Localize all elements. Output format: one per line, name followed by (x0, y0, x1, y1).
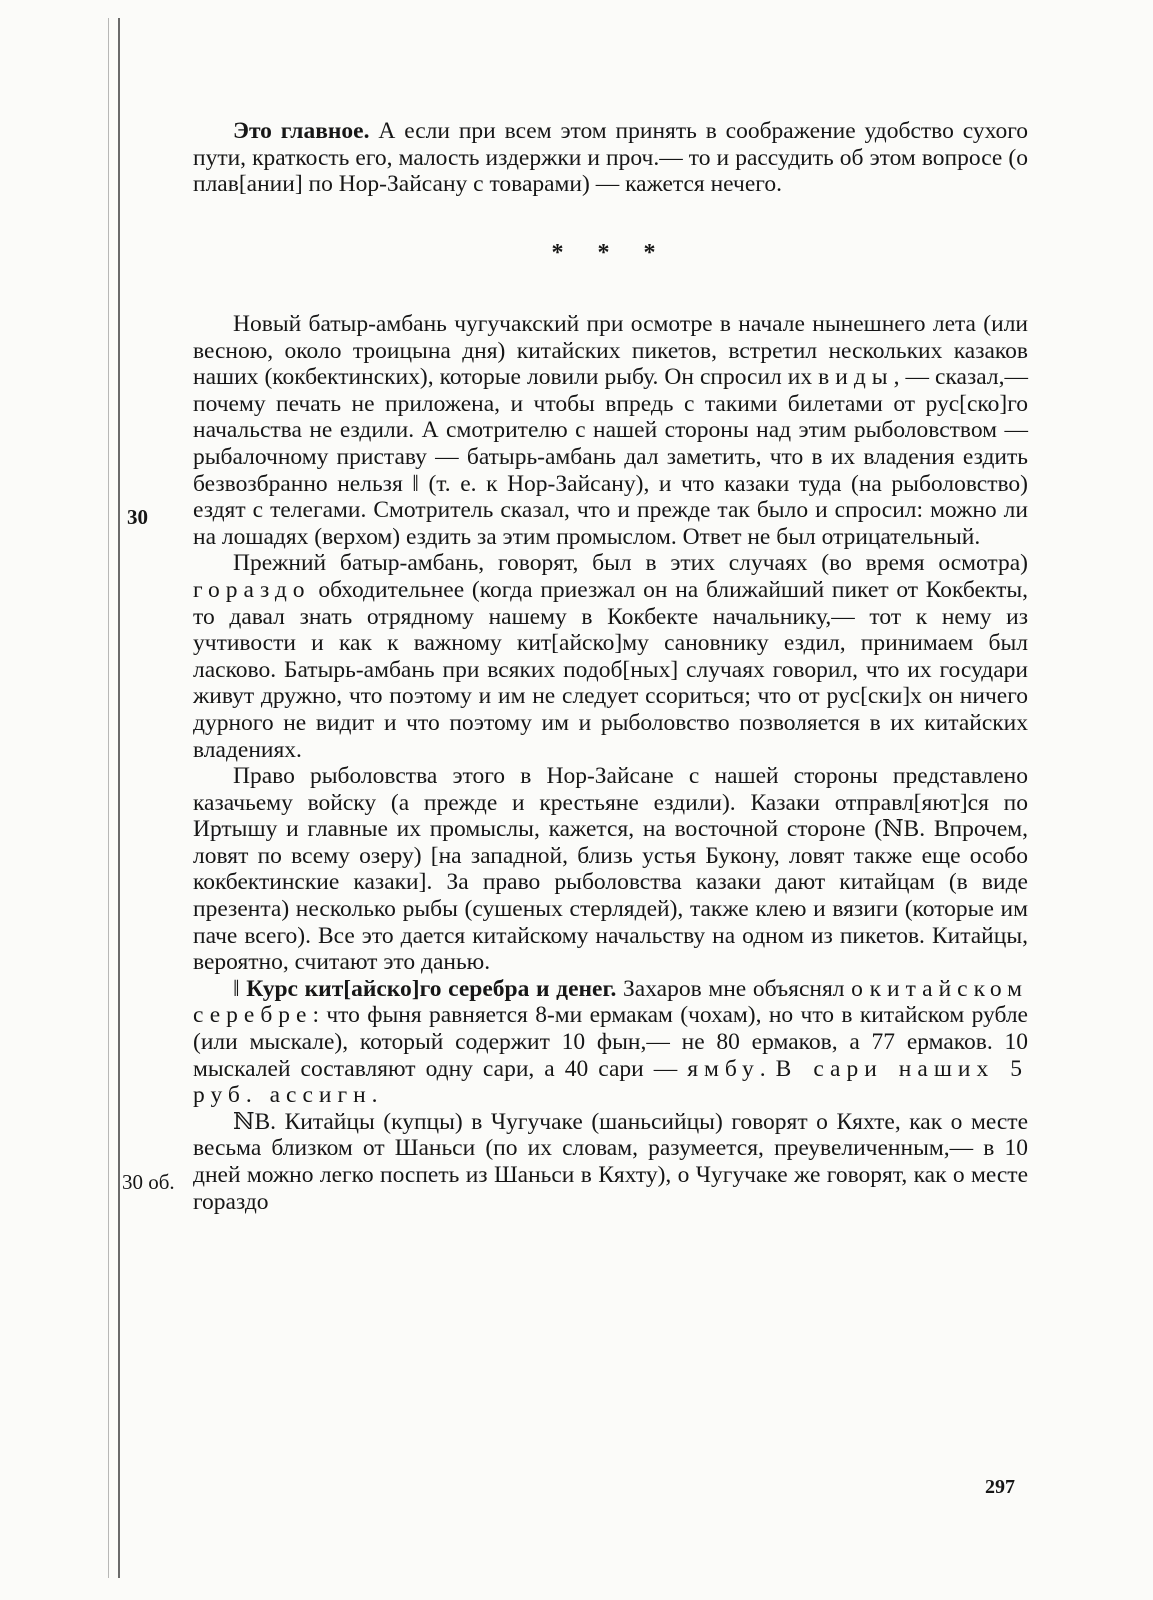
page-number: 297 (985, 1476, 1015, 1498)
paragraph-4-heading: Курс кит[айско]го серебра и денег. (246, 975, 617, 1002)
folio-break-mark: ‖ (233, 975, 247, 1002)
paragraph-former-ambань (193, 550, 1028, 763)
paragraph-1-part-b: , — сказал,— почему печать не приложена, и чтобы впредь с такими билетами от рус[ско]го начальства не ездили. А смотрителю с нашей стороны над этим рыболовством — рыбалочному приставу — батырь-амбань дал заметить, что в их владения ездить безвозбранно нельзя ‖ (т. е. к Нор-Зайсану), и что казаки туда (на рыболовство) ездят с телегами. Смотритель сказал, что и прежде так было и спросил: можно ли на лошадях (верхом) ездить за этим промыслом. Ответ не был отрицательный. (193, 364, 1028, 550)
paragraph-silver-rate (193, 976, 1028, 1109)
paragraph-4-part-b: : что фыня равняется 8-ми ермакам (чохам), но что в китайском рубле (или мыскале), который содержит 10 фын,— не 80 ермаков, а 77 ермаков. 10 мыскалей составляют одну сари, а 40 сари — (193, 1002, 1028, 1082)
paragraph-new-ambань (193, 311, 1028, 550)
paragraph-2-part-b: обходительнее (когда приезжал он на ближайший пикет от Кокбекты, то давал знать отрядному нашему в Кокбекте начальнику,— тот к нему из учтивости и как к важному кит[айско]му сановнику ездил, принимаем был ласково. Батырь-амбань при всяких подоб[ных] случаях говорил, что их государи живут дружно, что поэтому и им не следует ссориться; что от рус[ски]х он ничего дурного не видит и что поэтому им и рыболовство позволяется в их китайских владениях. (193, 576, 1028, 763)
paragraph-4-spaced-3: В сари наших 5 руб. ассигн. (193, 1055, 1029, 1109)
paragraph-1-part-a: Новый батыр-амбань чугучакский при осмотре в начале нынешнего лета (или весною, около троицына дня) китайских пикетов, встретил нескольких казаков наших (кокбектинских), которые ловили рыбу. Он спросил их (193, 311, 1028, 391)
paragraph-4-part-c: . (759, 1055, 776, 1082)
paragraph-4-spaced-1: китайском серебре (193, 975, 1028, 1029)
paragraph-2-spaced-word: гораздо (193, 576, 311, 603)
top-paragraph-lead: Это главное. (233, 118, 370, 144)
binding-edge-shadow (108, 18, 109, 1578)
binding-edge-line (118, 18, 120, 1578)
top-paragraph-text: А если при всем этом принять в соображение удобство сухого пути, краткость его, малость издержки и проч.— то и рассудить об этом вопросе (о плав[ании] по Нор-Зайсану с товарами) — кажется нечего. (193, 118, 1029, 198)
paragraph-2-part-a: Прежний батыр-амбань, говорят, был в этих случаях (во время осмотра) (233, 550, 1028, 577)
paragraph-4-part-a: Захаров мне объяснял о (616, 975, 870, 1002)
margin-folio-30: 30 (127, 505, 148, 529)
paragraph-4-spaced-2: ямбу (687, 1055, 760, 1082)
section-separator: * * * (551, 240, 670, 266)
top-paragraph-block (193, 118, 1028, 198)
paragraph-1-spaced-word: виды (818, 364, 894, 391)
top-paragraph (193, 118, 1028, 198)
paragraph-kyakhta-note: ℕB. Китайцы (купцы) в Чугучаке (шаньсийцы) говорят о Кяхте, как о месте весьма близком от Шаньси (по их словам, разумеется, преувеличенным,— в 10 дней можно легко поспеть из Шаньси в Кяхту), о Чугучаке же говорят, как о месте гораздо (193, 1108, 1028, 1215)
margin-folio-30-verso: 30 об. (122, 1170, 175, 1194)
main-text-block (193, 311, 1028, 1215)
paragraph-fishing-rights: Право рыболовства этого в Нор-Зайсане с нашей стороны представлено казачьему войску (а прежде и крестьяне ездили). Казаки отправл[яют]ся по Иртышу и главные их промыслы, кажется, на восточной стороне (ℕB. Впрочем, ловят по всему озеру) [на западной, близь устья Букону, ловят также еще особо кокбектинские казаки]. За право рыболовства казаки дают китайцам (в виде презента) несколько рыбы (сушеных стерлядей), также клею и вязиги (которые им паче всего). Все это дается китайскому начальству на одном из пикетов. Китайцы, вероятно, считают это данью. (193, 763, 1028, 976)
